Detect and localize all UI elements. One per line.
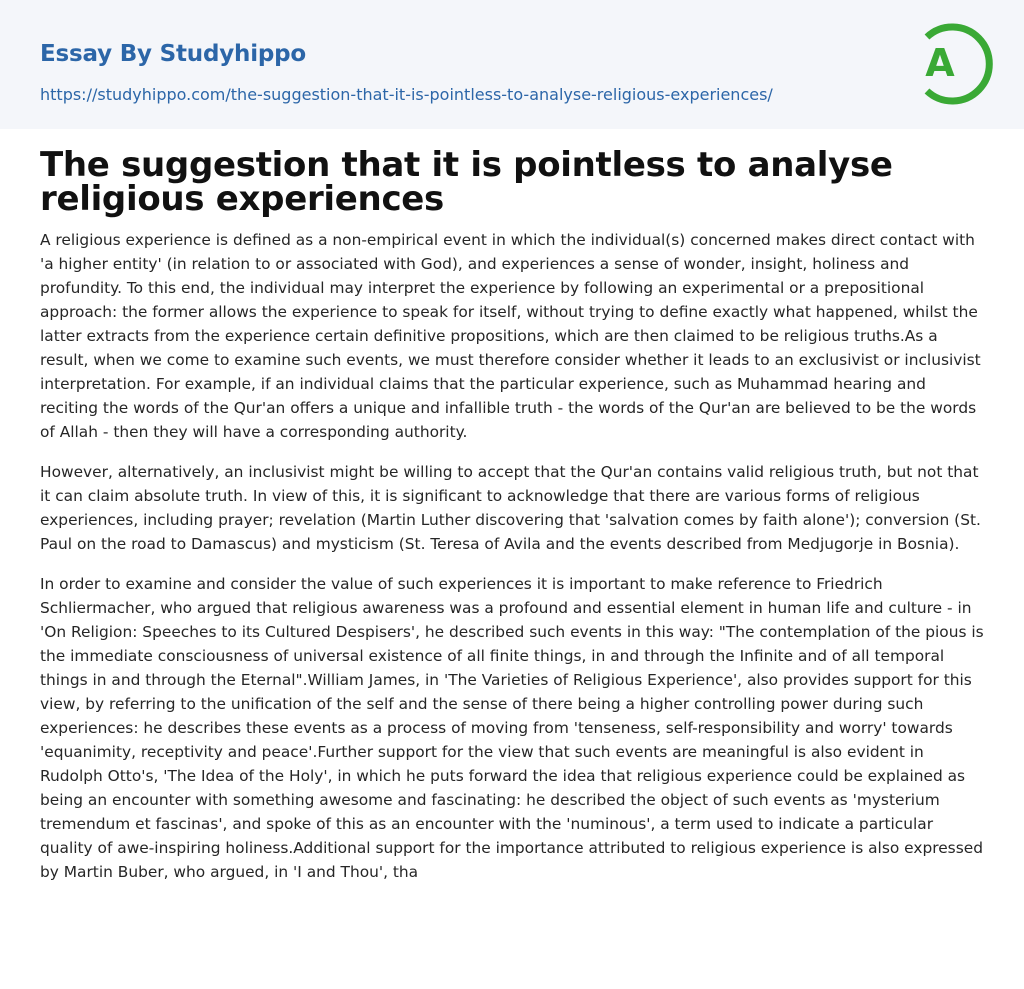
article-body <box>40 228 984 884</box>
article-paragraph: A religious experience is defined as a non-empirical event in which the individual(s) concerned makes direct contact with 'a higher entity' (in relation to or associated with God), and experiences a sense of wonder, insight, holiness and profundity. To this end, the individual may interpret the experience by following an experimental or a prepositional approach: the former allows the experience to speak for itself, without trying to define exactly what happened, whilst the latter extracts from the experience certain definitive propositions, which are then claimed to be religious truths.As a result, when we come to examine such events, we must therefore consider whether it leads to an exclusivist or inclusivist interpretation. For example, if an individual claims that the particular experience, such as Muhammad hearing and reciting the words of the Qur'an offers a unique and infallible truth - the words of the Qur'an are believed to be the words of Allah - then they will have a corresponding authority. <box>40 231 981 441</box>
article-paragraph: In order to examine and consider the value of such experiences it is important to make reference to Friedrich Schliermacher, who argued that religious awareness was a profound and essential element in human life and culture - in 'On Religion: Speeches to its Cultured Despisers', he described such events in this way: "The contemplation of the pious is the immediate consciousness of universal existence of all finite things, in and through the Infinite and of all temporal things in and through the Eternal".William James, in 'The Varieties of Religious Experience', also provides support for this view, by referring to the unification of the self and the sense of there being a higher controlling power during such experiences: he describes these events as a process of moving from 'tenseness, self-responsibility and worry' towards 'equanimity, receptivity and peace'.Further support for the view that such events are meaningful is also evident in Rudolph Otto's, 'The Idea of the Holy', in which he puts forward the idea that religious experience could be explained as being an encounter with something awesome and fascinating: he described the object of such events as 'mysterium tremendum et fascinas', and spoke of this as an encounter with the 'numinous', a term used to indicate a particular quality of awe-inspiring holiness.Additional support for the importance attributed to religious experience is also expressed by Martin Buber, who argued, in 'I and Thou', tha <box>40 575 984 881</box>
article-title: The suggestion that it is pointless to analyse religious experiences <box>40 145 893 219</box>
article-paragraph: However, alternatively, an inclusivist might be willing to accept that the Qur'an contains valid religious truth, but not that it can claim absolute truth. In view of this, it is significant to acknowledge that there are various forms of religious experiences, including prayer; revelation (Martin Luther discovering that 'salvation comes by faith alone'); conversion (St. Paul on the road to Damascus) and mysticism (St. Teresa of Avila and the events described from Medjugorje in Bosnia). <box>40 463 981 553</box>
brand-title[interactable]: Essay By Studyhippo <box>40 41 307 67</box>
logo-letter: A <box>925 41 955 85</box>
page-url-link[interactable]: https://studyhippo.com/the-suggestion-that-it-is-pointless-to-analyse-religious-experiences/ <box>40 85 773 104</box>
studyhippo-logo-icon[interactable] <box>905 12 995 112</box>
site-header <box>0 0 1024 129</box>
article <box>40 145 984 900</box>
